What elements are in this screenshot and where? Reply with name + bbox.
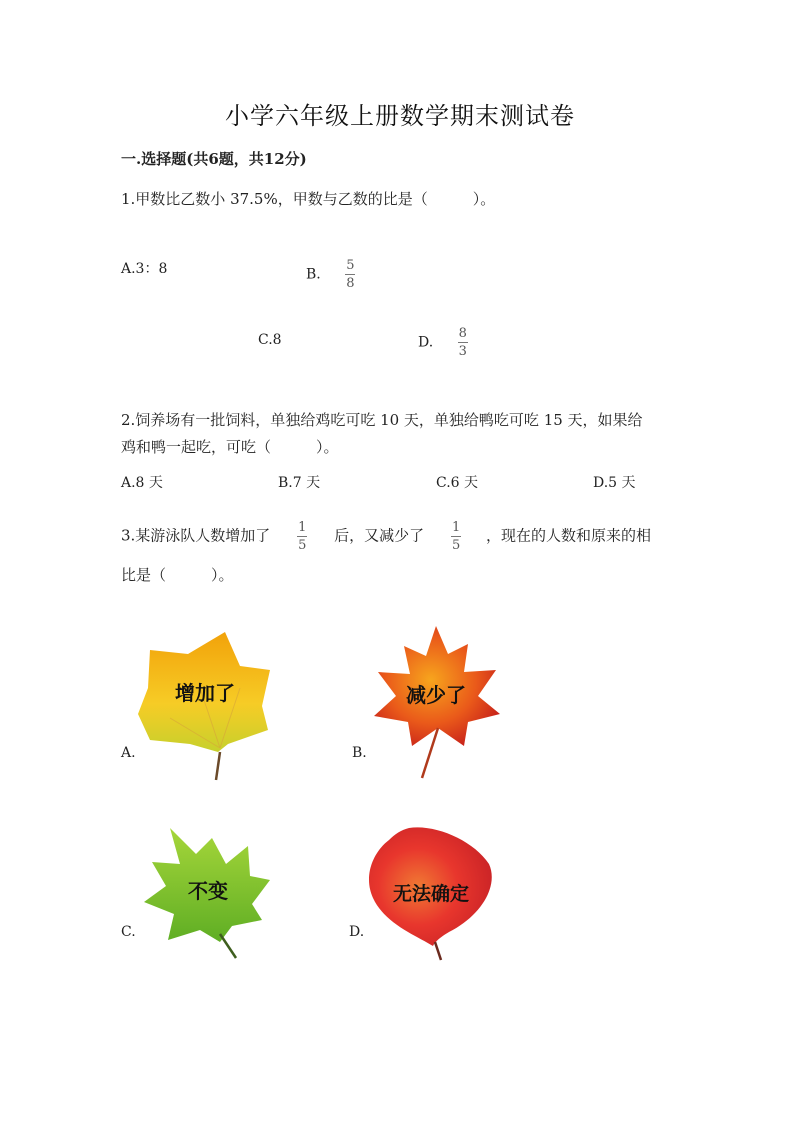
q1-option-d[interactable] xyxy=(418,326,468,359)
fraction-denominator: 5 xyxy=(451,538,461,553)
fraction-denominator: 3 xyxy=(458,344,467,359)
q3-part-1: 3.某游泳队人数增加了 xyxy=(121,526,271,545)
q1-option-d-label: D. xyxy=(418,334,434,351)
q2-option-d[interactable]: D.5 天 xyxy=(593,475,636,491)
q2-option-b[interactable]: B.7 天 xyxy=(278,475,321,491)
page-title: 小学六年级上册数学期末测试卷 xyxy=(225,102,575,130)
q1-option-c[interactable]: C.8 xyxy=(258,332,282,348)
q3-option-a-leaf-text: 增加了 xyxy=(175,681,235,705)
q3-option-b-leaf-text: 减少了 xyxy=(406,683,466,707)
q3-option-a-label[interactable]: A. xyxy=(121,745,136,761)
question-2-line-2: 鸡和鸭一起吃，可吃（ ）。 xyxy=(121,438,339,456)
q1-option-b-label: B. xyxy=(306,266,321,283)
fraction-numerator: 1 xyxy=(298,520,307,535)
fraction-numerator: 5 xyxy=(346,258,355,273)
q3-fraction-2 xyxy=(451,520,461,553)
q3-option-a-leaf[interactable] xyxy=(130,628,280,783)
q3-option-c-leaf[interactable] xyxy=(140,824,275,964)
question-1-text: 1.甲数比乙数小 37.5%，甲数与乙数的比是（ ）。 xyxy=(121,190,496,208)
question-3-line-1 xyxy=(121,520,651,553)
fraction-numerator: 8 xyxy=(458,326,467,341)
q3-option-b-leaf[interactable] xyxy=(368,622,508,782)
q3-option-c-label[interactable]: C. xyxy=(121,924,136,940)
q3-option-d-leaf[interactable] xyxy=(365,824,495,964)
q1-option-d-fraction xyxy=(458,326,468,359)
q3-option-b-label[interactable]: B. xyxy=(352,745,367,761)
fraction-denominator: 5 xyxy=(298,538,307,553)
q3-option-d-label[interactable]: D. xyxy=(349,924,365,940)
q3-fraction-1 xyxy=(297,520,307,553)
fraction-denominator: 8 xyxy=(346,276,355,291)
q2-option-c[interactable]: C.6 天 xyxy=(436,475,479,491)
question-3-line-2: 比是（ ）。 xyxy=(121,566,234,584)
fraction-numerator: 1 xyxy=(451,520,461,535)
q3-part-3: ，现在的人数和原来的相 xyxy=(486,526,652,545)
q3-option-c-leaf-text: 不变 xyxy=(188,879,228,903)
q3-part-2: 后，又减少了 xyxy=(334,526,425,545)
q3-option-d-leaf-text: 无法确定 xyxy=(392,883,470,905)
q1-option-b[interactable] xyxy=(306,258,355,291)
section-heading: 一.选择题(共6题，共12分) xyxy=(121,150,307,168)
q2-option-a[interactable]: A.8 天 xyxy=(121,475,163,491)
q1-option-a[interactable]: A.3：8 xyxy=(121,261,168,277)
question-2-line-1: 2.饲养场有一批饲料，单独给鸡吃可吃 10 天，单独给鸭吃可吃 15 天，如果给 xyxy=(121,411,643,429)
q1-option-b-fraction xyxy=(345,258,355,291)
